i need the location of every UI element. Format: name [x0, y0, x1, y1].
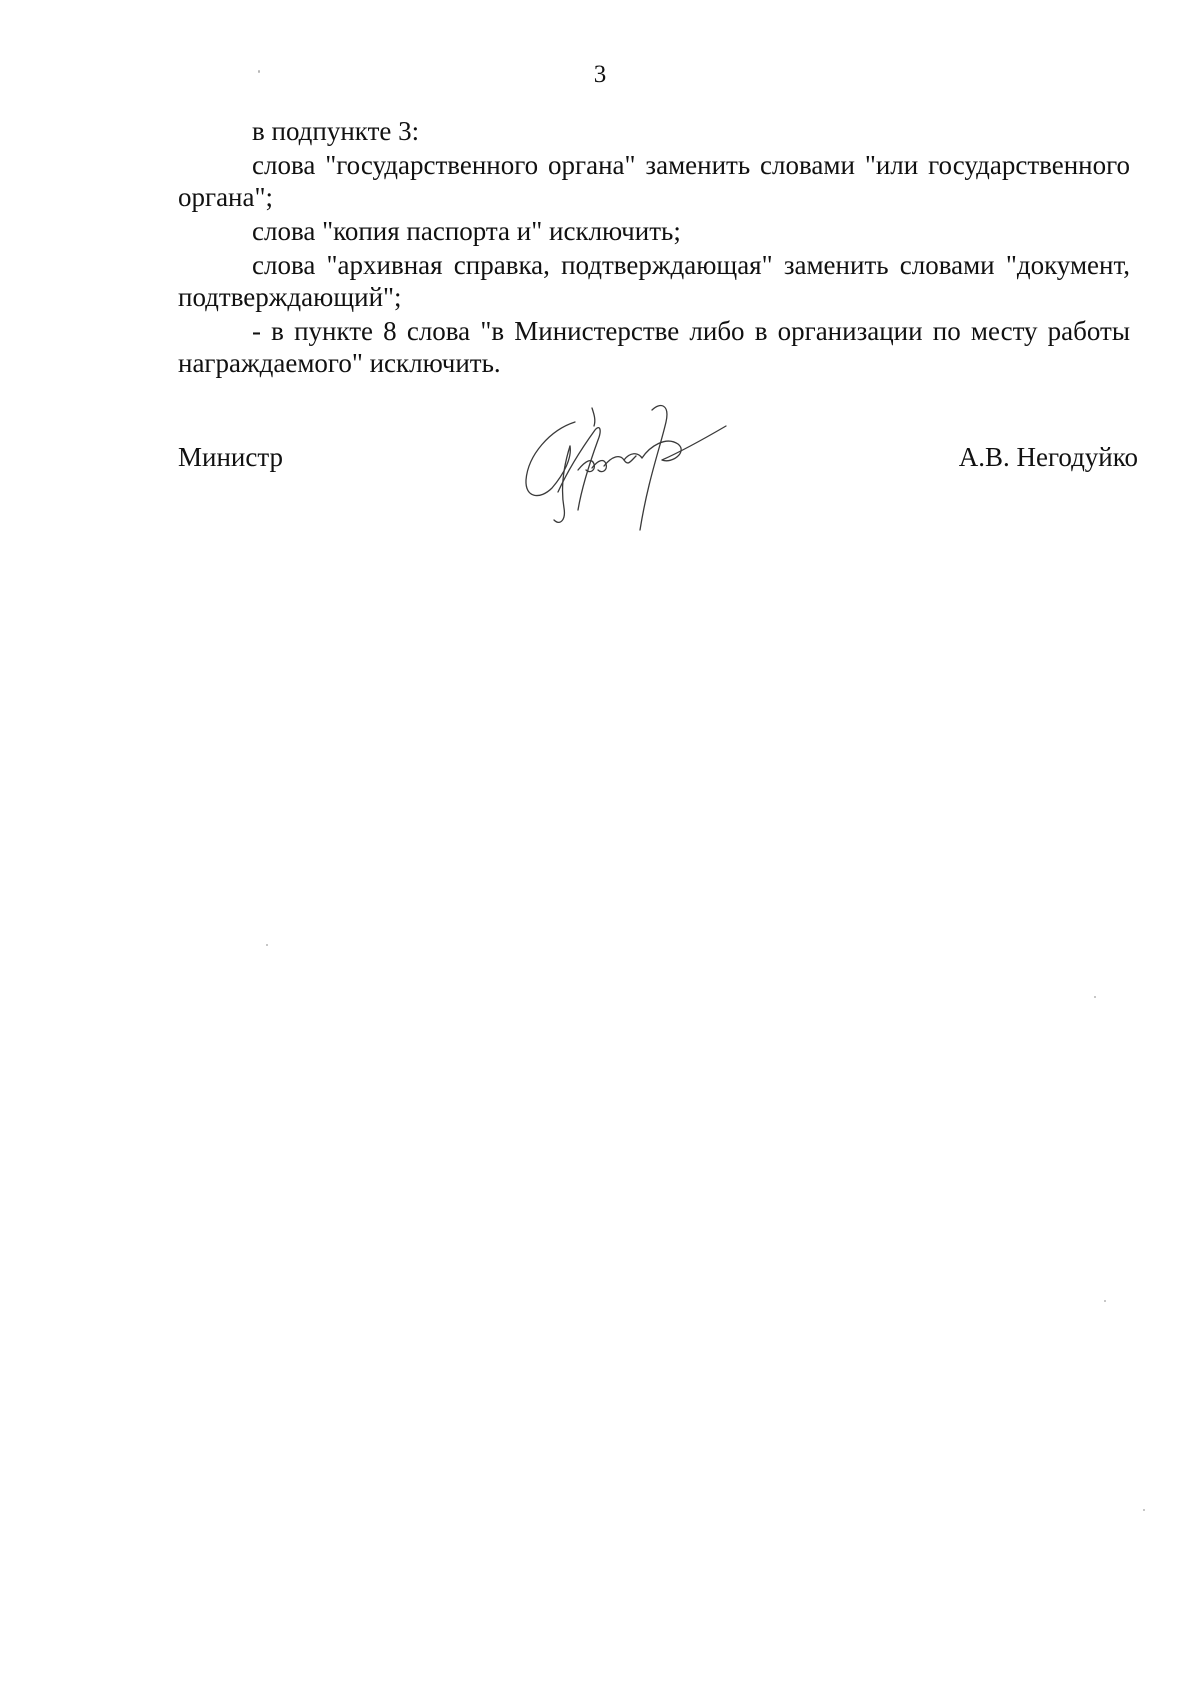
document-body: [178, 115, 1130, 381]
paragraph-point-8: - в пункте 8 слова "в Министерстве либо в организации по месту работы награждаемого" исключить.: [178, 316, 1130, 378]
scan-speck: [1143, 1509, 1145, 1511]
scan-speck: [1104, 1300, 1106, 1302]
paragraph-replace-state-body: слова "государственного органа" заменить словами "или государственного органа";: [178, 150, 1130, 212]
page-number: 3: [593, 61, 607, 88]
signatory-name: А.В. Негодуйко: [958, 442, 1138, 472]
handwritten-signature: [520, 400, 750, 535]
paragraph-subpoint-3: в подпункте 3:: [252, 116, 420, 146]
scan-speck: [266, 944, 268, 946]
paragraph-replace-archive-certificate: слова "архивная справка, подтверждающая" заменить словами "документ, подтверждающий";: [178, 250, 1130, 312]
scan-speck: [258, 70, 260, 73]
paragraph-exclude-passport-copy: слова "копия паспорта и" исключить;: [252, 216, 681, 246]
signatory-title: Министр: [178, 442, 283, 472]
scan-speck: [1094, 996, 1096, 998]
